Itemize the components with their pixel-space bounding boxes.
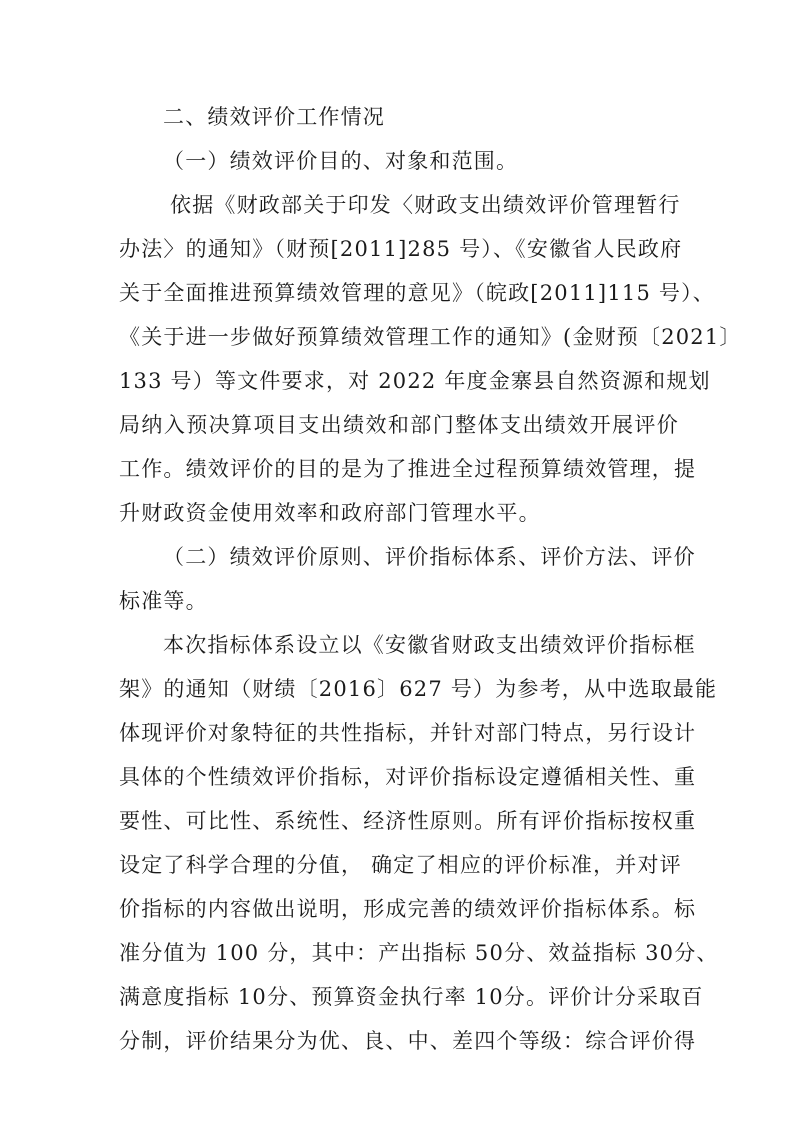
paragraph-line: 工作。绩效评价的目的是为了推进全过程预算绩效管理，提 (119, 457, 697, 481)
subsection-title-2: （二）绩效评价原则、评价指标体系、评价方法、评价 (163, 545, 696, 569)
paragraph-line: 价指标的内容做出说明，形成完善的绩效评价指标体系。标 (119, 897, 697, 921)
paragraph-line: 关于全面推进预算绩效管理的意见》（皖政[2011]115 号）、 (119, 281, 715, 305)
subsection-title-1: （一）绩效评价目的、对象和范围。 (163, 149, 519, 173)
paragraph-line: 要性、可比性、系统性、经济性原则。所有评价指标按权重 (119, 809, 697, 833)
paragraph-line: 本次指标体系设立以《安徽省财政支出绩效评价指标框 (163, 633, 696, 657)
paragraph-line: 满意度指标 10分、预算资金执行率 10分。评价计分采取百 (119, 985, 704, 1009)
paragraph-line: 具体的个性绩效评价指标，对评价指标设定遵循相关性、重 (119, 765, 697, 789)
paragraph-line: 体现评价对象特征的共性指标，并针对部门特点，另行设计 (119, 721, 697, 745)
paragraph-line: 局纳入预决算项目支出绩效和部门整体支出绩效开展评价 (119, 413, 679, 437)
section-heading: 二、绩效评价工作情况 (163, 105, 385, 129)
paragraph-line: 设定了科学合理的分值， 确定了相应的评价标准，并对评 (119, 853, 682, 877)
paragraph-line: 准分值为 100 分，其中：产出指标 50分、效益指标 30分、 (119, 941, 719, 965)
paragraph-line: 依据《财政部关于印发〈财政支出绩效评价管理暂行 (170, 193, 681, 217)
paragraph-line: 办法〉的通知》（财预[2011]285 号）、《安徽省人民政府 (119, 237, 683, 261)
paragraph-line: 架》的通知（财绩〔2016〕627 号）为参考，从中选取最能 (119, 677, 718, 701)
paragraph-line: 133 号）等文件要求，对 2022 年度金寨县自然资源和规划 (119, 369, 711, 393)
paragraph-line: 《关于进一步做好预算绩效管理工作的通知》(金财预〔2021〕 (119, 325, 742, 349)
paragraph-line: 升财政资金使用效率和政府部门管理水平。 (119, 501, 541, 525)
paragraph-line: 分制，评价结果分为优、良、中、差四个等级：综合评价得 (119, 1029, 697, 1053)
subsection-title-2-cont: 标准等。 (119, 589, 208, 613)
